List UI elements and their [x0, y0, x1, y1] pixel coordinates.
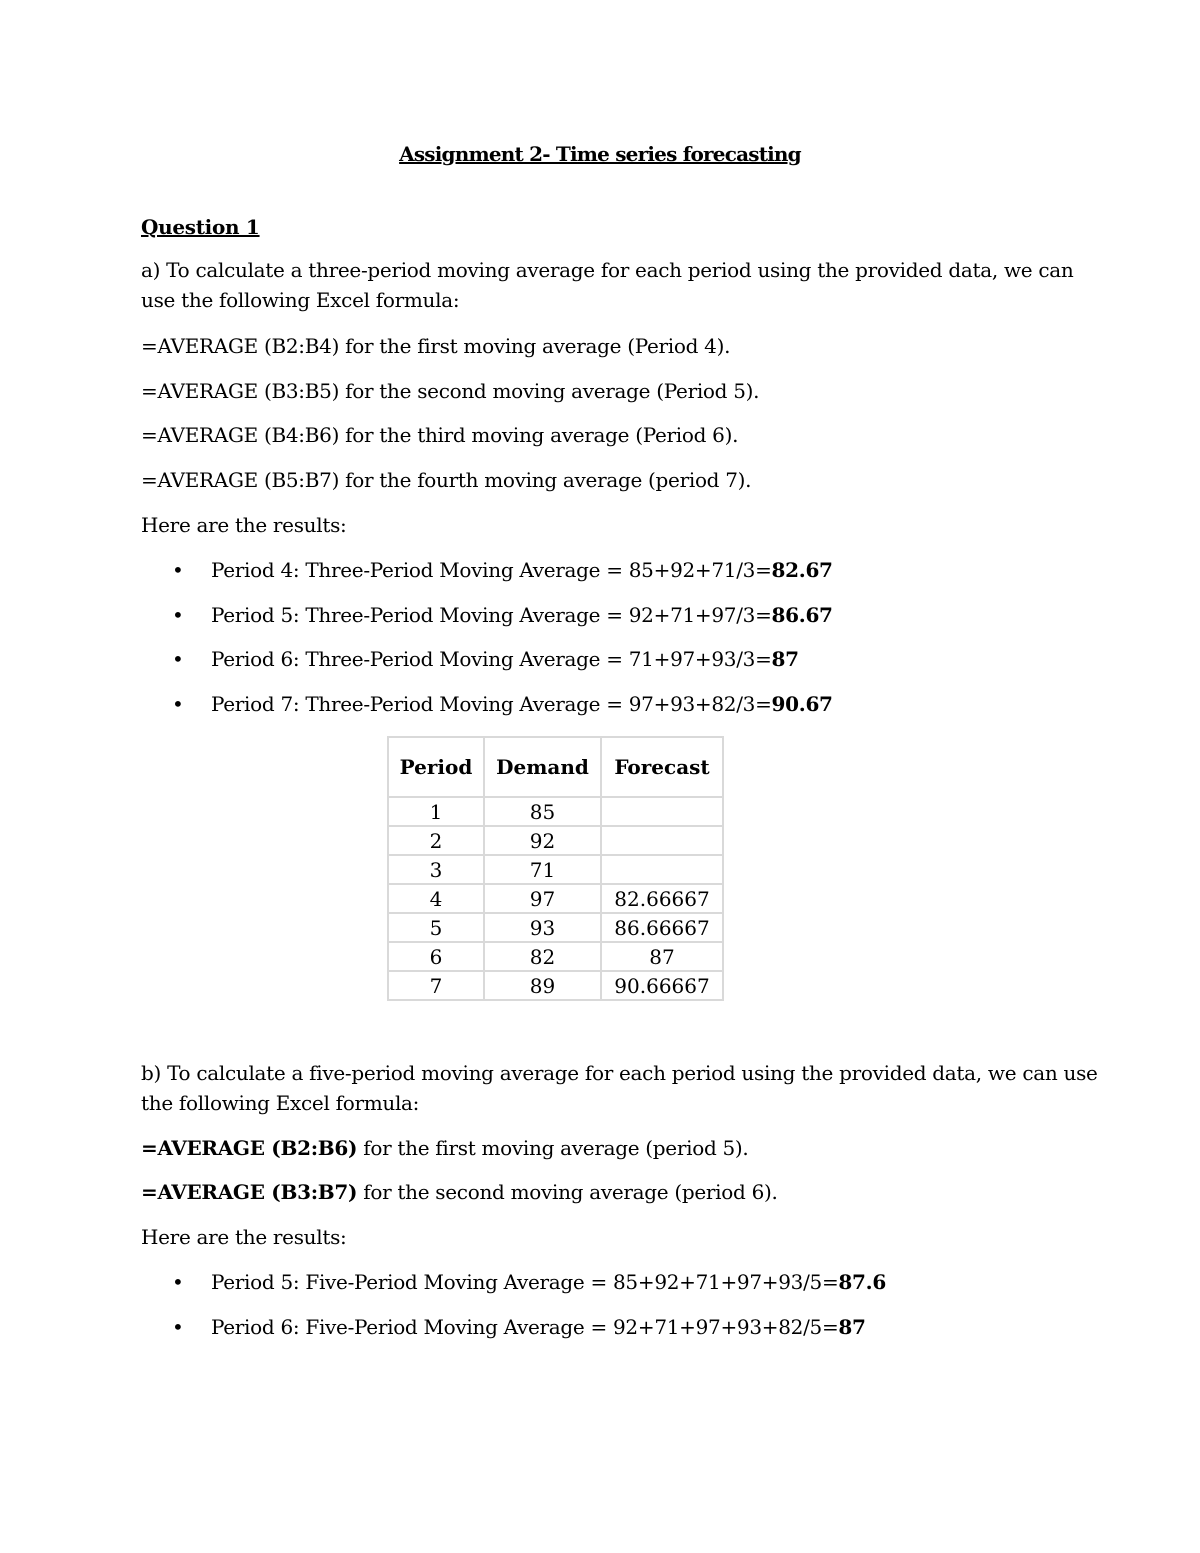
- formula-code: =AVERAGE (B2:B6): [141, 1136, 358, 1160]
- question-1-heading: Question 1: [141, 215, 260, 239]
- period-cell: 4: [388, 884, 484, 913]
- period-cell: 3: [388, 855, 484, 884]
- demand-cell: 92: [484, 826, 601, 855]
- part-a-formula-4: =AVERAGE (B5:B7) for the fourth moving average (period 7).: [141, 468, 752, 492]
- table-row: [388, 884, 723, 913]
- forecast-cell: [601, 855, 723, 884]
- bullet-icon: •: [172, 1315, 184, 1339]
- result-value: 86.67: [771, 603, 833, 627]
- formula-code: =AVERAGE (B3:B7): [141, 1180, 358, 1204]
- column-header-forecast: Forecast: [601, 737, 723, 797]
- part-a-intro-line-2: use the following Excel formula:: [141, 288, 460, 312]
- result-text: Period 7: Three-Period Moving Average = 97+93+82/3=90.67: [211, 692, 833, 716]
- forecast-cell: 86.66667: [601, 913, 723, 942]
- table-row: [388, 826, 723, 855]
- result-text: Period 4: Three-Period Moving Average = 85+92+71/3=82.67: [211, 558, 833, 582]
- document-title: Assignment 2- Time series forecasting: [399, 142, 801, 166]
- part-a-results-label: Here are the results:: [141, 513, 347, 537]
- forecast-cell: 90.66667: [601, 971, 723, 1000]
- table-row: [388, 855, 723, 884]
- result-value: 87: [838, 1315, 866, 1339]
- period-cell: 7: [388, 971, 484, 1000]
- demand-cell: 97: [484, 884, 601, 913]
- part-a-formula-3: =AVERAGE (B4:B6) for the third moving average (Period 6).: [141, 423, 739, 447]
- period-cell: 6: [388, 942, 484, 971]
- table-row: [388, 797, 723, 826]
- result-text: Period 5: Three-Period Moving Average = 92+71+97/3=86.67: [211, 603, 833, 627]
- table-header-row: [388, 737, 723, 797]
- result-text: Period 5: Five-Period Moving Average = 85+92+71+97+93/5=87.6: [211, 1270, 886, 1294]
- table-row: [388, 942, 723, 971]
- part-b-intro-line-2: the following Excel formula:: [141, 1091, 420, 1115]
- period-cell: 5: [388, 913, 484, 942]
- bullet-icon: •: [172, 1270, 184, 1294]
- column-header-period: Period: [388, 737, 484, 797]
- demand-cell: 85: [484, 797, 601, 826]
- forecast-cell: [601, 797, 723, 826]
- part-b-formula-1: =AVERAGE (B2:B6) for the first moving average (period 5).: [141, 1136, 749, 1160]
- part-a-formula-2: =AVERAGE (B3:B5) for the second moving average (Period 5).: [141, 379, 760, 403]
- forecast-cell: 82.66667: [601, 884, 723, 913]
- demand-cell: 93: [484, 913, 601, 942]
- column-header-demand: Demand: [484, 737, 601, 797]
- part-b-formula-2: =AVERAGE (B3:B7) for the second moving average (period 6).: [141, 1180, 778, 1204]
- part-b-intro-line-1: b) To calculate a five-period moving average for each period using the provided data, we can use: [141, 1061, 1098, 1085]
- demand-cell: 89: [484, 971, 601, 1000]
- bullet-icon: •: [172, 558, 184, 582]
- forecast-cell: [601, 826, 723, 855]
- table-row: [388, 971, 723, 1000]
- result-value: 87.6: [838, 1270, 886, 1294]
- table-row: [388, 913, 723, 942]
- demand-cell: 71: [484, 855, 601, 884]
- bullet-icon: •: [172, 603, 184, 627]
- period-cell: 2: [388, 826, 484, 855]
- forecast-cell: 87: [601, 942, 723, 971]
- part-a-intro-line-1: a) To calculate a three-period moving average for each period using the provided data, we can: [141, 258, 1074, 282]
- result-value: 82.67: [771, 558, 833, 582]
- demand-cell: 82: [484, 942, 601, 971]
- forecast-table: [387, 736, 724, 1001]
- part-a-formula-1: =AVERAGE (B2:B4) for the first moving average (Period 4).: [141, 334, 731, 358]
- result-text: Period 6: Five-Period Moving Average = 92+71+97+93+82/5=87: [211, 1315, 866, 1339]
- bullet-icon: •: [172, 692, 184, 716]
- result-text: Period 6: Three-Period Moving Average = 71+97+93/3=87: [211, 647, 799, 671]
- part-b-results-label: Here are the results:: [141, 1225, 347, 1249]
- bullet-icon: •: [172, 647, 184, 671]
- period-cell: 1: [388, 797, 484, 826]
- result-value: 90.67: [771, 692, 833, 716]
- result-value: 87: [771, 647, 799, 671]
